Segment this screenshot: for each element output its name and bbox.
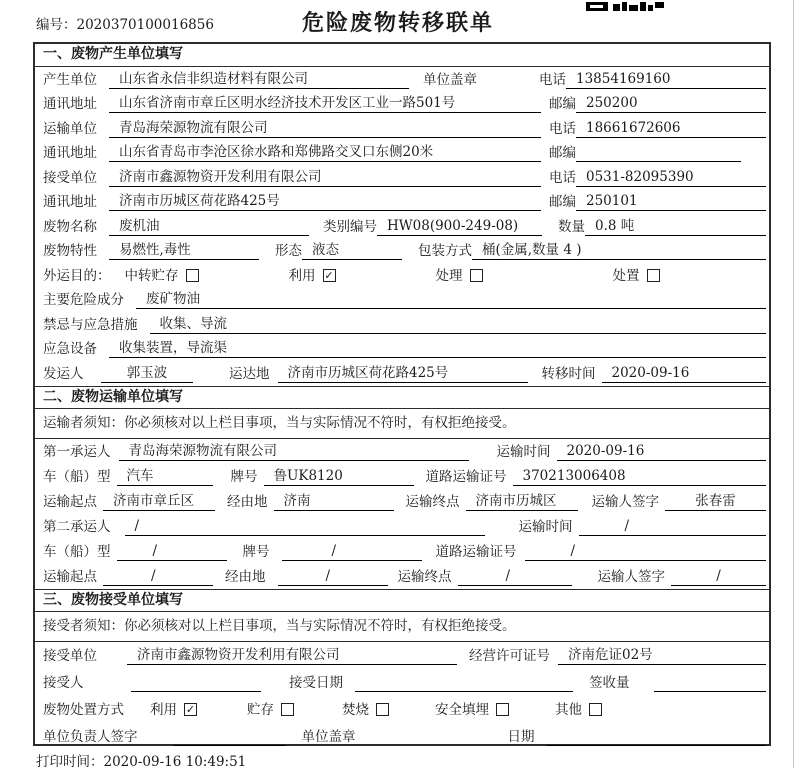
print-time-label: 打印时间： bbox=[36, 754, 104, 768]
consignor-label: 发运人 bbox=[43, 365, 84, 382]
purpose-use-label: 利用 bbox=[288, 267, 316, 284]
document-number-value: 2020370100016856 bbox=[76, 17, 214, 33]
print-time-value: 2020-09-16 10:49:51 bbox=[103, 754, 247, 768]
acceptor-value bbox=[131, 691, 261, 692]
via1-value: 济南 bbox=[274, 492, 394, 511]
received-qty-label: 签收量 bbox=[589, 675, 630, 691]
hazard-component-value: 废矿物油 bbox=[136, 290, 766, 309]
end2-label: 运输终点 bbox=[397, 568, 452, 585]
transporter-address-label: 通讯地址 bbox=[43, 145, 97, 161]
waste-name-label: 废物名称 bbox=[43, 218, 97, 235]
vehicle-type2-label: 车（船）型 bbox=[43, 543, 111, 560]
transport-time1-value: 2020-09-16 bbox=[557, 442, 767, 461]
acceptor-row bbox=[35, 668, 769, 695]
checkbox-disposal-incineration bbox=[376, 703, 389, 716]
road-license1-value: 370213006408 bbox=[513, 467, 767, 486]
transporter-value: 青岛海荣源物流有限公司 bbox=[109, 119, 541, 138]
second-carrier-row bbox=[35, 514, 769, 539]
manager-sign-value bbox=[174, 745, 286, 746]
origin2-value: / bbox=[103, 567, 213, 586]
origin1-value: 济南市章丘区 bbox=[103, 492, 215, 511]
hazard-component-label: 主要危险成分 bbox=[43, 292, 124, 308]
transport-time1-label: 运输时间 bbox=[496, 443, 551, 460]
receiver-label: 接受单位 bbox=[43, 169, 97, 186]
receiver-address-label: 通讯地址 bbox=[43, 194, 97, 210]
origin2-label: 运输起点 bbox=[43, 568, 97, 585]
date-label: 日期 bbox=[507, 728, 535, 745]
unit-seal-label: 单位盖章 bbox=[423, 71, 477, 88]
packing-value: 桶(金属,数量 4 ) bbox=[472, 241, 766, 260]
plate1-value: 鲁UK8120 bbox=[264, 467, 414, 486]
scan-edge-line bbox=[793, 0, 794, 768]
disposal-other-label: 其他 bbox=[555, 701, 582, 718]
transporter-row bbox=[35, 116, 769, 141]
carrier-sign2-value: / bbox=[671, 567, 766, 586]
purpose-transfer-storage-label: 中转贮存 bbox=[124, 267, 179, 284]
permit-label: 经营许可证号 bbox=[469, 648, 550, 665]
via2-label: 经由地 bbox=[225, 568, 266, 585]
transporter-zip-label: 邮编 bbox=[549, 145, 576, 161]
accept-unit-row bbox=[35, 642, 769, 669]
emergency-equipment-row bbox=[35, 337, 769, 362]
acceptor-label: 接受人 bbox=[43, 675, 84, 691]
transport-time2-label: 运输时间 bbox=[518, 518, 573, 535]
destination-value: 济南市历城区荷花路425号 bbox=[278, 364, 528, 383]
consignor-value: 郭玉波 bbox=[101, 364, 193, 383]
end2-value: / bbox=[458, 567, 572, 586]
disposal-use-label: 利用 bbox=[150, 701, 177, 718]
emergency-equipment-label: 应急设备 bbox=[43, 341, 97, 357]
taboo-measures-label: 禁忌与应急措施 bbox=[43, 316, 138, 333]
waste-character-value: 易燃性,毒性 bbox=[109, 241, 259, 260]
section3-title: 三、废物接受单位填写 bbox=[35, 589, 769, 612]
section1-title: 一、废物产生单位填写 bbox=[35, 44, 769, 67]
producer-zip-value: 250200 bbox=[576, 94, 766, 113]
transfer-date-label: 转移时间 bbox=[541, 365, 596, 382]
manager-sign-label: 单位负责人签字 bbox=[43, 728, 138, 745]
transporter-phone-label: 电话 bbox=[549, 120, 576, 137]
producer-phone-label: 电话 bbox=[539, 71, 566, 88]
manifest-form bbox=[33, 42, 771, 746]
document-number-label: 编号： bbox=[36, 17, 77, 33]
producer-row bbox=[35, 67, 769, 92]
purpose-label: 外运目的： bbox=[43, 267, 111, 284]
accept-date-value bbox=[355, 691, 573, 692]
producer-zip-label: 邮编 bbox=[549, 96, 576, 112]
category-label: 类别编号 bbox=[323, 218, 377, 235]
plate2-label: 牌号 bbox=[242, 543, 270, 560]
accept-unit-value: 济南市鑫源物资开发利用有限公司 bbox=[127, 646, 457, 665]
quantity-value: 0.8 吨 bbox=[585, 217, 766, 236]
producer-value: 山东省永信非织造材料有限公司 bbox=[109, 70, 409, 89]
transporter-notice: 运输者须知：你必须核对以上栏目事项，当与实际情况不符时，有权拒绝接受。 bbox=[35, 409, 769, 439]
checkbox-use: ✓ bbox=[324, 269, 334, 282]
origin1-label: 运输起点 bbox=[43, 493, 97, 510]
first-carrier-row bbox=[35, 439, 769, 464]
receiver-address-value: 济南市历城区荷花路425号 bbox=[109, 192, 541, 211]
consignor-row bbox=[35, 361, 769, 386]
disposal-method-label: 废物处置方式 bbox=[43, 701, 124, 718]
vehicle-type1-label: 车（船）型 bbox=[43, 468, 111, 485]
receiver-row bbox=[35, 165, 769, 190]
receiver-phone-value: 0531-82095390 bbox=[576, 168, 766, 187]
qr-code-fragment-icon bbox=[586, 0, 664, 16]
waste-character-label: 废物特性 bbox=[43, 243, 97, 259]
vehicle-type1-value: 汽车 bbox=[117, 467, 213, 486]
destination-label: 运达地 bbox=[229, 365, 270, 382]
transporter-address-value: 山东省青岛市李沧区徐水路和郑佛路交叉口东侧20米 bbox=[109, 143, 541, 162]
checkbox-transfer-storage bbox=[186, 269, 199, 282]
vehicle1-row bbox=[35, 464, 769, 489]
transporter-phone-value: 18661672606 bbox=[576, 119, 766, 138]
plate2-value: / bbox=[282, 542, 422, 561]
waste-character-row bbox=[35, 239, 769, 264]
first-carrier-value: 青岛海荣源物流有限公司 bbox=[119, 442, 469, 461]
print-time bbox=[36, 750, 246, 768]
manager-sign-row bbox=[35, 722, 769, 749]
end1-label: 运输终点 bbox=[405, 493, 460, 510]
accept-unit-label: 接受单位 bbox=[43, 648, 97, 665]
transporter-label: 运输单位 bbox=[43, 120, 97, 137]
end1-value: 济南市历城区 bbox=[466, 492, 578, 511]
page-title: 危险废物转移联单 bbox=[301, 10, 494, 36]
receiver-zip-value: 250101 bbox=[576, 192, 766, 211]
plate1-label: 牌号 bbox=[230, 468, 258, 485]
disposal-incineration-label: 焚烧 bbox=[342, 701, 369, 718]
road-license2-value: / bbox=[525, 542, 767, 561]
checkbox-disposal bbox=[647, 269, 660, 282]
transporter-address-row bbox=[35, 141, 769, 166]
disposal-landfill-label: 安全填埋 bbox=[435, 701, 489, 718]
producer-phone-value: 13854169160 bbox=[566, 70, 766, 89]
first-carrier-label: 第一承运人 bbox=[43, 443, 111, 460]
waste-name-value: 废机油 bbox=[109, 217, 309, 236]
producer-address-row bbox=[35, 92, 769, 117]
receiver-zip-label: 邮编 bbox=[549, 194, 576, 210]
receiver-value: 济南市鑫源物资开发利用有限公司 bbox=[109, 168, 541, 187]
carrier-sign2-label: 运输人签字 bbox=[597, 568, 665, 585]
transfer-date-value: 2020-09-16 bbox=[602, 364, 767, 383]
checkbox-disposal-use: ✓ bbox=[185, 703, 196, 717]
carrier-sign1-value: 张春雷 bbox=[665, 492, 766, 511]
accept-date-label: 接受日期 bbox=[289, 675, 343, 691]
second-carrier-value: / bbox=[125, 517, 485, 536]
disposal-method-row bbox=[35, 695, 769, 722]
waste-name-row bbox=[35, 214, 769, 239]
checkbox-disposal-storage bbox=[281, 703, 294, 716]
producer-label: 产生单位 bbox=[43, 71, 97, 88]
purpose-row bbox=[35, 263, 769, 288]
via2-value: / bbox=[278, 567, 388, 586]
emergency-equipment-value: 收集装置，导流渠 bbox=[109, 339, 766, 358]
transport-time2-value: / bbox=[579, 517, 767, 536]
vehicle-type2-value: / bbox=[117, 542, 227, 561]
carrier-sign1-label: 运输人签字 bbox=[591, 493, 659, 510]
received-qty-value bbox=[654, 691, 767, 692]
via1-label: 经由地 bbox=[227, 493, 268, 510]
purpose-disposal-label: 处置 bbox=[612, 267, 640, 284]
checkbox-disposal-landfill bbox=[496, 703, 509, 716]
section2-title: 二、废物运输单位填写 bbox=[35, 386, 769, 409]
receiver-phone-label: 电话 bbox=[549, 169, 576, 186]
taboo-measures-row bbox=[35, 312, 769, 337]
date-value bbox=[547, 745, 767, 746]
producer-address-value: 山东省济南市章丘区明水经济技术开发区工业一路501号 bbox=[109, 94, 541, 113]
disposal-storage-label: 贮存 bbox=[247, 701, 274, 718]
second-carrier-label: 第二承运人 bbox=[43, 518, 111, 535]
checkbox-disposal-other bbox=[589, 703, 602, 716]
receiver-address-row bbox=[35, 190, 769, 215]
route2-row bbox=[35, 564, 769, 589]
purpose-treatment-label: 处理 bbox=[435, 267, 463, 284]
unit-seal3-label: 单位盖章 bbox=[301, 728, 356, 745]
receiver-notice: 接受者须知：你必须核对以上栏目事项，当与实际情况不符时，有权拒绝接受。 bbox=[35, 612, 769, 642]
permit-value: 济南危证02号 bbox=[558, 646, 766, 665]
producer-address-label: 通讯地址 bbox=[43, 96, 97, 112]
packing-label: 包装方式 bbox=[418, 243, 472, 259]
hazard-component-row bbox=[35, 288, 769, 313]
vehicle2-row bbox=[35, 539, 769, 564]
form-value: 液态 bbox=[302, 241, 402, 260]
road-license2-label: 道路运输证号 bbox=[435, 543, 517, 560]
road-license1-label: 道路运输证号 bbox=[425, 468, 507, 485]
taboo-measures-value: 收集、导流 bbox=[150, 315, 767, 334]
route1-row bbox=[35, 489, 769, 514]
category-value: HW08(900-249-08) bbox=[377, 217, 542, 236]
checkbox-treatment bbox=[470, 269, 483, 282]
form-label: 形态 bbox=[275, 243, 302, 259]
transporter-zip-value bbox=[576, 161, 741, 162]
quantity-label: 数量 bbox=[558, 218, 585, 235]
